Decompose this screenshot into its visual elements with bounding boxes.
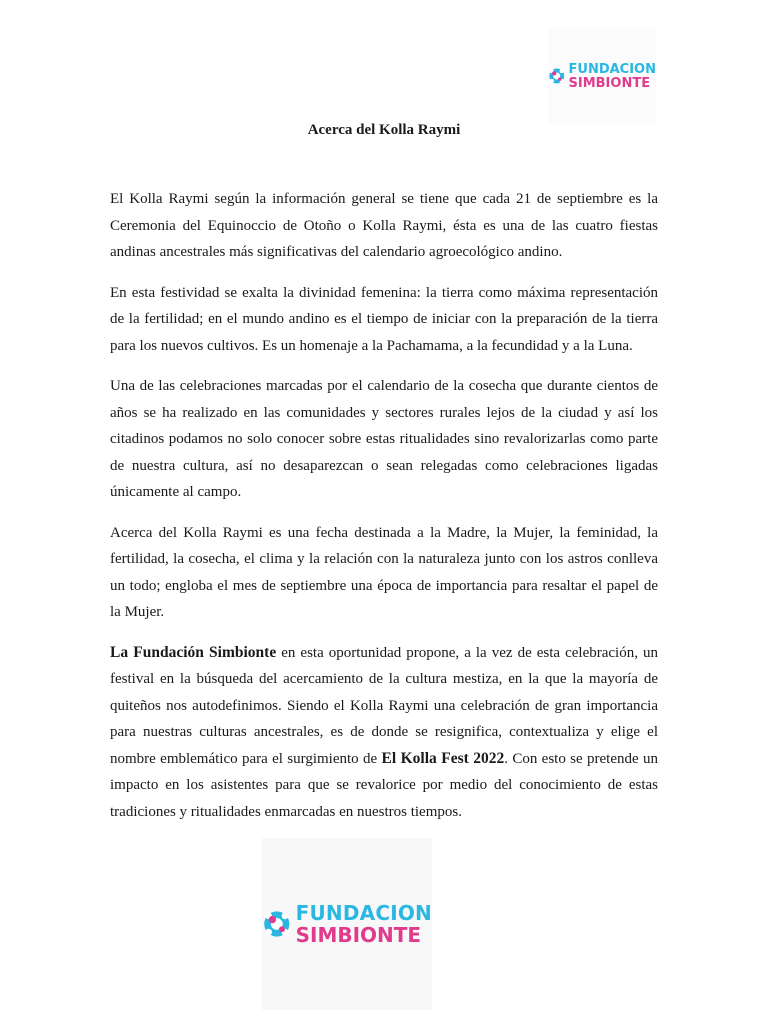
festival-name: El Kolla Fest 2022 bbox=[381, 749, 505, 767]
logo-line2: SIMBIONTE bbox=[568, 75, 651, 91]
logo-line1: FUNDACION bbox=[295, 901, 432, 925]
header-logo bbox=[548, 28, 656, 124]
paragraph-1: El Kolla Raymi según la información general se tiene que cada 21 de septiembre es la Ceremonia del Equinoccio de Otoño o Kolla Raymi, ésta es una de las cuatro fiestas andinas ancestrales más significativas del calendario agroecológico andino. bbox=[110, 191, 658, 260]
document-body bbox=[110, 186, 658, 825]
paragraph-3: Una de las celebraciones marcadas por el calendario de la cosecha que durante cientos de años se ha realizado en las comunidades y sectores rurales lejos de la ciudad y así los citadinos podamos no solo conocer sobre estas ritualidades sino revalorizarlas como parte de nuestra cultura, así no desaparezcan o sean relegadas como celebraciones ligadas únicamente al campo. bbox=[110, 378, 658, 500]
logo-line2: SIMBIONTE bbox=[295, 923, 422, 947]
simbionte-emblem-icon bbox=[548, 63, 566, 89]
logo-line1: FUNDACION bbox=[568, 61, 656, 77]
foundation-name: La Fundación Simbionte bbox=[110, 643, 277, 661]
simbionte-emblem-icon bbox=[262, 904, 292, 944]
paragraph-4: Acerca del Kolla Raymi es una fecha destinada a la Madre, la Mujer, la feminidad, la fertilidad, la cosecha, el clima y la relación con la naturaleza junto con los astros conlleva un todo; engloba el mes de septiembre una época de importancia para resaltar el papel de la Mujer. bbox=[110, 524, 658, 620]
paragraph-5 bbox=[110, 640, 658, 826]
paragraph-2: En esta festividad se exalta la divinidad femenina: la tierra como máxima representación de la fertilidad; en el mundo andino es el tiempo de iniciar con la preparación de la tierra para los nuevos cultivos. Es un homenaje a la Pachamama, a la fecundidad y a la Luna. bbox=[110, 284, 658, 354]
paragraph-5-text-1: en esta oportunidad propone, a la vez de esta celebración, un festival en la búsqueda del acercamiento de la cultura mestiza, en la que la mayoría de quiteños nos autodefinimos. Siendo el Kolla Raymi una celebración de gran importancia para nuestras culturas ancestrales, es de donde se resignifica, contextualiza y elige el nombre emblemático para el surgimiento de bbox=[110, 644, 658, 767]
footer-logo bbox=[262, 838, 432, 1010]
paragraph-5-text-2: . Con esto se pretende un impacto en los asistentes para que se revalorice por medio del conocimiento de estas tradiciones y ritualidades enmarcadas en nuestros tiempos. bbox=[110, 750, 658, 820]
document-title: Acerca del Kolla Raymi bbox=[307, 122, 461, 138]
